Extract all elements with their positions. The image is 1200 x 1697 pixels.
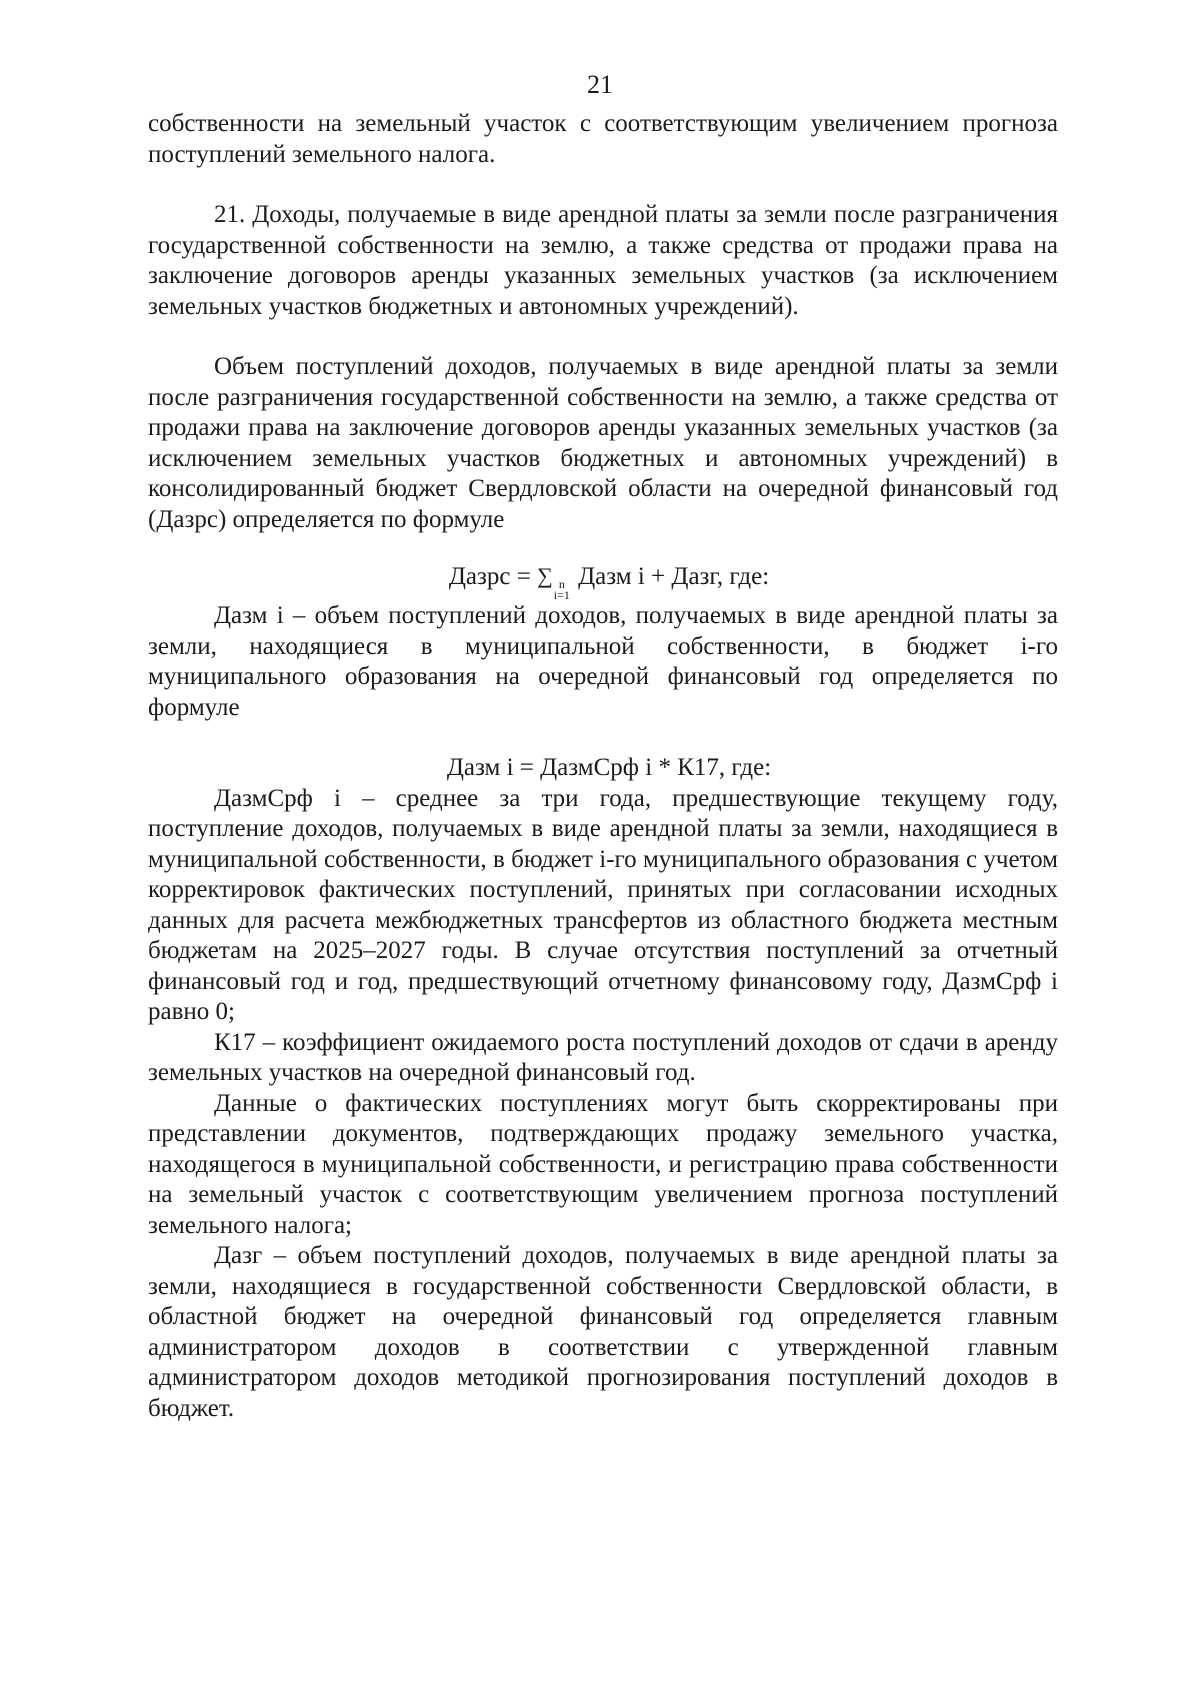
paragraph-data-correction: Данные о фактических поступлениях могут быть скорректированы при представлении документов, подтверждающих продажу земельного участка, находящегося в муниципальной собственности, и регистрацию права собственности на земельный участок с соответствующим увеличением прогноза поступлений земельного налога; — [148, 1089, 1058, 1239]
paragraph-continuation: собственности на земельный участок с соответствующим увеличением прогноза поступлений земельного налога. — [148, 110, 1058, 168]
page-number: 21 — [587, 70, 613, 99]
sum-upper-limit: n — [558, 577, 565, 591]
formula-dazm: Дазм i = ДазмСрф i * К17, где: — [446, 754, 772, 781]
paragraph-volume-description: Объем поступлений доходов, получаемых в виде арендной платы за земли после разграничения государственной собственности на землю, а также средства от продажи права на заключение договоров аренды указанных земельных участков (за исключением земельных участков бюджетных и автономных учреждений) в консолидированный бюджет Свердловской области на очередной финансовый год (Дазрс) определяется по формуле — [148, 353, 1058, 533]
document-body — [148, 109, 1058, 1424]
sum-symbol: ∑ — [537, 563, 553, 588]
paragraph-k17-definition: К17 – коэффициент ожидаемого роста поступлений доходов от сдачи в аренду земельных участков на очередной финансовый год. — [148, 1028, 1058, 1086]
paragraph-dazm-definition: Дазм i – объем поступлений доходов, получаемых в виде арендной платы за земли, находящиеся в муниципальной собственности, в бюджет i-го муниципального образования на очередной финансовый год определяется по формуле — [148, 602, 1058, 721]
formula-dazrs-rhs: Дазм i + Дазг, где: — [571, 563, 770, 590]
sum-lower-limit: i=1 — [553, 588, 570, 602]
sum-limits — [554, 579, 570, 601]
paragraph-dazg-definition: Дазг – объем поступлений доходов, получаемых в виде арендной платы за земли, находящиеся в государственной собственности Свердловской области, в областной бюджет на очередной финансовый год определяется главным администратором доходов в соответствии с утвержденной главным администратором доходов методикой прогнозирования поступлений доходов в бюджет. — [148, 1242, 1058, 1422]
paragraph-section-21: 21. Доходы, получаемые в виде арендной платы за земли после разграничения государственной собственности на землю, а также средства от продажи права на заключение договоров аренды указанных земельных участков (за исключением земельных участков бюджетных и автономных учреждений). — [148, 201, 1058, 320]
formula-dazrs-lhs: Дазрс = — [448, 563, 538, 590]
paragraph-dazmsrf-definition: ДазмСрф i – среднее за три года, предшествующие текущему году, поступление доходов, получаемых в виде арендной платы за земли, находящиеся в муниципальной собственности, в бюджет i-го муниципального образования с учетом корректировок фактических поступлений, принятых при согласовании исходных данных для расчета межбюджетных трансфертов из областного бюджета местным бюджетам на 2025–2027 годы. В случае отсутствия поступлений за отчетный финансовый год и год, предшествующий отчетному финансовому году, ДазмСрф i равно 0; — [148, 784, 1058, 1025]
formula-dazrs — [148, 561, 1058, 601]
